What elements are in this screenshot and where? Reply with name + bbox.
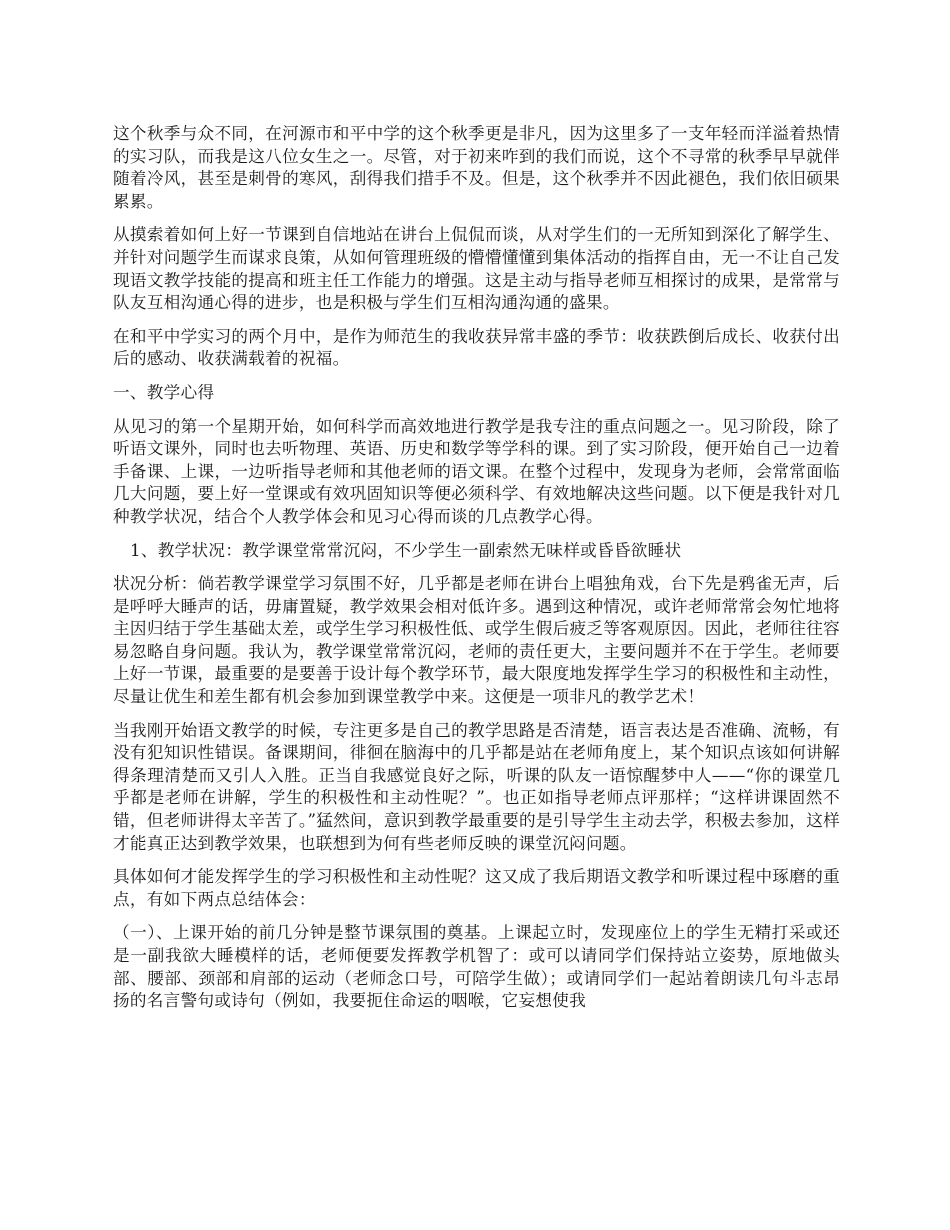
- paragraph-situation-analysis: 状况分析：倘若教学课堂学习氛围不好，几乎都是老师在讲台上唱独角戏，台下先是鸦雀无声，后是呼呼大睡声的话，毋庸置疑，教学效果会相对低许多。遇到这种情况，或许老师常常会匆忙地将主因归结于学生基础太差，或学生学习积极性低、或学生假后疲乏等客观原因。因此，老师往往容易忽略自身问题。我认为，教学课堂常常沉闷，老师的责任更大，主要问题并不在于学生。老师要上好一节课，最重要的是要善于设计每个教学环节，最大限度地发挥学生学习的积极性和主动性，尽量让优生和差生都有机会参加到课堂教学中来。这便是一项非凡的教学艺术！: [113, 574, 840, 707]
- paragraph-growth: 从摸索着如何上好一节课到自信地站在讲台上侃侃而谈，从对学生们的一无所知到深化了解学生、并针对问题学生而谋求良策，从如何管理班级的懵懵懂懂到集体活动的指挥自由，无一不让自己发现语文教学技能的提高和班主任工作能力的增强。这是主动与指导老师互相探讨的成果，是常常与队友互相沟通心得的进步，也是积极与学生们互相沟通沟通的盛果。: [113, 225, 840, 313]
- paragraph-summary-lead: 具体如何才能发挥学生的学习积极性和主动性呢？这又成了我后期语文教学和听课过程中琢磨的重点，有如下两点总结体会：: [113, 867, 840, 909]
- paragraph-teaching-intro: 从见习的第一个星期开始，如何科学而高效地进行教学是我专注的重点问题之一。见习阶段，除了听语文课外，同时也去听物理、英语、历史和数学等学科的课。到了实习阶段，便开始自己一边着手备课、上课，一边听指导老师和其他老师的语文课。在整个过程中，发现身为老师，会常常面临几大问题，要上好一堂课或有效巩固知识等便必须科学、有效地解决这些问题。以下便是我针对几种教学状况，结合个人教学体会和见习心得而谈的几点教学心得。: [113, 416, 840, 526]
- section-heading-teaching: 一、教学心得: [113, 382, 215, 402]
- paragraph-harvest: 在和平中学实习的两个月中，是作为师范生的我收获异常丰盛的季节：收获跌倒后成长、收获付出后的感动、收获满载着的祝福。: [113, 326, 840, 369]
- document-body: [113, 123, 840, 1013]
- paragraph-point-one: （一）、上课开始的前几分钟是整节课氛围的奠基。上课起立时，发现座位上的学生无精打采或还是一副我欲大睡模样的话，老师便要发挥教学机智了：或可以请同学们保持站立姿势，原地做头部、腰部、颈部和肩部的运动（老师念口号，可陪学生做）；或请同学们一起站着朗读几句斗志昂扬的名言警句或诗句（例如，我要扼住命运的咽喉，它妄想使我: [113, 923, 840, 1011]
- paragraph-personal-experience: 当我刚开始语文教学的时候，专注更多是自己的教学思路是否清楚，语言表达是否准确、流畅，有没有犯知识性错误。备课期间，徘徊在脑海中的几乎都是站在老师角度上，某个知识点该如何讲解得条理清楚而又引人入胜。正当自我感觉良好之际，听课的队友一语惊醒梦中人——“你的课堂几乎都是老师在讲解，学生的积极性和主动性呢？”。也正如指导老师点评那样；“这样讲课固然不错，但老师讲得太辛苦了。”猛然间，意识到教学最重要的是引导学生主动去学，积极去参加，这样才能真正达到教学效果，也联想到为何有些老师反映的课堂沉闷问题。: [113, 720, 840, 853]
- subheading-teaching-situation: 1、教学状况：教学课堂常常沉闷，不少学生一副索然无味样或昏昏欲睡状: [130, 540, 682, 560]
- paragraph-intro: 这个秋季与众不同，在河源市和平中学的这个秋季更是非凡，因为这里多了一支年轻而洋溢着热情的实习队，而我是这八位女生之一。尽管，对于初来咋到的我们而说，这个不寻常的秋季早早就伴随着冷风，甚至是刺骨的寒风，刮得我们措手不及。但是，这个秋季并不因此褪色，我们依旧硕果累累。: [113, 124, 840, 211]
